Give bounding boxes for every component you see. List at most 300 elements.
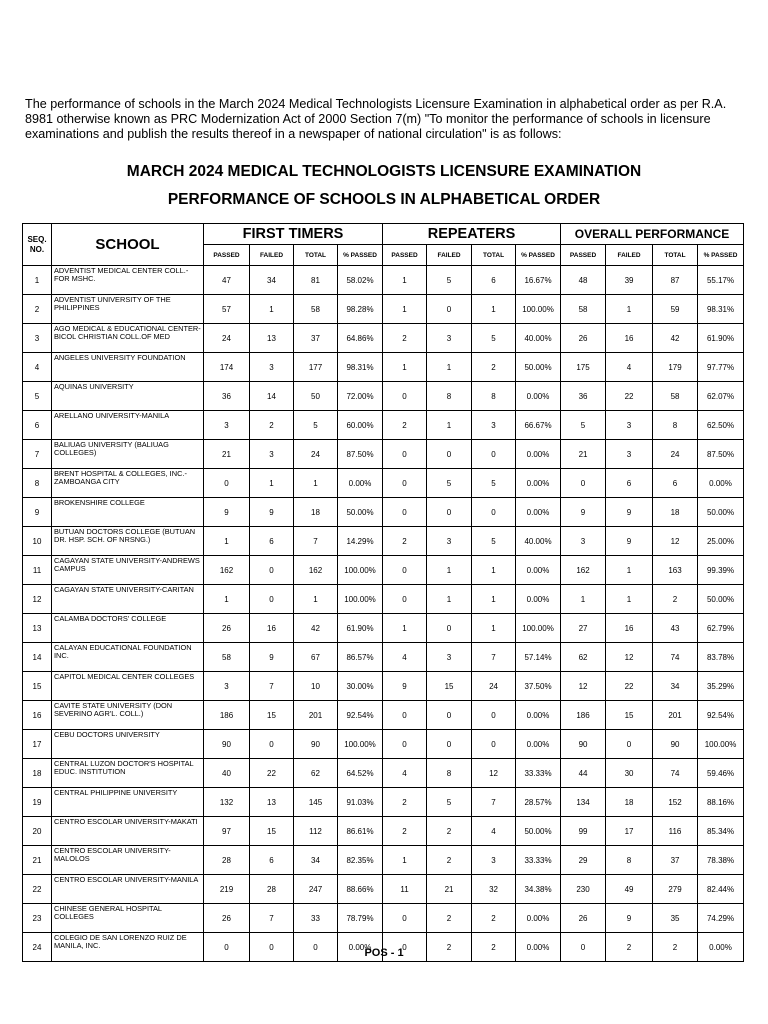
overall-percent-cell: 85.34% [698,817,744,846]
first-timers-percent-cell: 98.31% [338,353,383,382]
first-timers-total-cell: 34 [294,846,338,875]
overall-percent-cell: 55.17% [698,266,744,295]
first-timers-passed-cell: 219 [204,875,250,904]
repeaters-passed-cell: 1 [383,353,427,382]
overall-failed-cell: 8 [606,846,653,875]
first-timers-total-header: TOTAL [294,245,338,266]
repeaters-passed-cell: 0 [383,469,427,498]
first-timers-failed-cell: 0 [250,730,294,759]
repeaters-percent-cell: 0.00% [516,498,561,527]
first-timers-passed-cell: 24 [204,324,250,353]
overall-percent-cell: 25.00% [698,527,744,556]
first-timers-percent-cell: 0.00% [338,469,383,498]
overall-passed-cell: 9 [561,498,606,527]
repeaters-percent-cell: 57.14% [516,643,561,672]
first-timers-passed-header: PASSED [204,245,250,266]
repeaters-failed-cell: 3 [427,527,472,556]
repeaters-total-cell: 1 [472,585,516,614]
overall-total-cell: 42 [653,324,698,353]
first-timers-percent-cell: 64.52% [338,759,383,788]
overall-passed-cell: 26 [561,904,606,933]
repeaters-percent-cell: 100.00% [516,614,561,643]
table-body [23,266,744,962]
seq-no-cell: 4 [23,353,52,382]
first-timers-failed-cell: 16 [250,614,294,643]
first-timers-passed-cell: 57 [204,295,250,324]
table-row [23,788,744,817]
repeaters-passed-cell: 2 [383,411,427,440]
repeaters-total-cell: 8 [472,382,516,411]
repeaters-failed-cell: 5 [427,469,472,498]
overall-total-cell: 2 [653,933,698,962]
overall-total-cell: 74 [653,759,698,788]
overall-passed-cell: 134 [561,788,606,817]
overall-passed-cell: 5 [561,411,606,440]
repeaters-total-cell: 3 [472,411,516,440]
seq-no-cell: 1 [23,266,52,295]
repeaters-passed-cell: 1 [383,614,427,643]
repeaters-total-cell: 7 [472,788,516,817]
first-timers-header: FIRST TIMERS [204,224,383,245]
repeaters-failed-cell: 0 [427,295,472,324]
first-timers-failed-cell: 0 [250,933,294,962]
overall-total-cell: 201 [653,701,698,730]
school-name-cell: ADVENTIST MEDICAL CENTER COLL.-FOR MSHC. [52,266,204,295]
overall-passed-header: PASSED [561,245,606,266]
first-timers-total-cell: 33 [294,904,338,933]
repeaters-passed-cell: 0 [383,585,427,614]
overall-passed-cell: 48 [561,266,606,295]
school-name-cell: CALAYAN EDUCATIONAL FOUNDATION INC. [52,643,204,672]
school-name-cell: BALIUAG UNIVERSITY (BALIUAG COLLEGES) [52,440,204,469]
seq-no-cell: 16 [23,701,52,730]
school-header: SCHOOL [52,224,204,266]
seq-no-header: SEQ. NO. [23,224,52,266]
overall-percent-cell: 62.50% [698,411,744,440]
first-timers-failed-cell: 22 [250,759,294,788]
repeaters-percent-cell: 37.50% [516,672,561,701]
first-timers-total-cell: 1 [294,469,338,498]
first-timers-total-cell: 37 [294,324,338,353]
first-timers-total-cell: 18 [294,498,338,527]
first-timers-percent-cell: 60.00% [338,411,383,440]
first-timers-failed-cell: 3 [250,353,294,382]
overall-total-cell: 179 [653,353,698,382]
school-name-cell: ARELLANO UNIVERSITY-MANILA [52,411,204,440]
first-timers-percent-cell: 58.02% [338,266,383,295]
first-timers-failed-header: FAILED [250,245,294,266]
repeaters-passed-cell: 2 [383,817,427,846]
school-name-cell: CAPITOL MEDICAL CENTER COLLEGES [52,672,204,701]
seq-no-cell: 19 [23,788,52,817]
repeaters-total-cell: 7 [472,643,516,672]
document-subtitle: PERFORMANCE OF SCHOOLS IN ALPHABETICAL ORDER [167,191,601,208]
first-timers-failed-cell: 14 [250,382,294,411]
repeaters-total-cell: 1 [472,556,516,585]
overall-passed-cell: 162 [561,556,606,585]
first-timers-total-cell: 1 [294,585,338,614]
repeaters-failed-cell: 0 [427,614,472,643]
repeaters-total-header: TOTAL [472,245,516,266]
repeaters-failed-cell: 2 [427,817,472,846]
overall-passed-cell: 21 [561,440,606,469]
first-timers-passed-cell: 0 [204,933,250,962]
table-row [23,469,744,498]
first-timers-total-cell: 7 [294,527,338,556]
repeaters-failed-cell: 1 [427,353,472,382]
first-timers-total-cell: 24 [294,440,338,469]
first-timers-percent-cell: 0.00% [338,933,383,962]
school-name-cell: CEBU DOCTORS UNIVERSITY [52,730,204,759]
repeaters-total-cell: 0 [472,440,516,469]
repeaters-failed-cell: 21 [427,875,472,904]
overall-passed-cell: 175 [561,353,606,382]
overall-percent-cell: 62.79% [698,614,744,643]
overall-failed-header: FAILED [606,245,653,266]
repeaters-passed-cell: 0 [383,498,427,527]
repeaters-failed-cell: 1 [427,585,472,614]
overall-percent-cell: 50.00% [698,498,744,527]
overall-total-cell: 152 [653,788,698,817]
overall-failed-cell: 3 [606,440,653,469]
first-timers-total-cell: 81 [294,266,338,295]
overall-failed-cell: 18 [606,788,653,817]
repeaters-percent-cell: 0.00% [516,556,561,585]
table-row [23,556,744,585]
first-timers-failed-cell: 1 [250,295,294,324]
seq-no-cell: 7 [23,440,52,469]
first-timers-total-cell: 5 [294,411,338,440]
repeaters-total-cell: 32 [472,875,516,904]
first-timers-failed-cell: 3 [250,440,294,469]
first-timers-total-cell: 247 [294,875,338,904]
overall-passed-cell: 3 [561,527,606,556]
first-timers-failed-cell: 2 [250,411,294,440]
repeaters-failed-cell: 1 [427,411,472,440]
table-row [23,527,744,556]
school-name-cell: CAGAYAN STATE UNIVERSITY-ANDREWS CAMPUS [52,556,204,585]
seq-no-cell: 9 [23,498,52,527]
overall-total-cell: 163 [653,556,698,585]
repeaters-passed-cell: 4 [383,643,427,672]
overall-passed-cell: 62 [561,643,606,672]
overall-total-cell: 87 [653,266,698,295]
first-timers-total-cell: 177 [294,353,338,382]
overall-percent-cell: 78.38% [698,846,744,875]
overall-percent-cell: 0.00% [698,469,744,498]
overall-total-cell: 74 [653,643,698,672]
overall-percent-cell: 61.90% [698,324,744,353]
overall-failed-cell: 9 [606,527,653,556]
first-timers-failed-cell: 34 [250,266,294,295]
repeaters-total-cell: 12 [472,759,516,788]
overall-percent-cell: 0.00% [698,933,744,962]
school-name-cell: COLEGIO DE SAN LORENZO RUIZ DE MANILA, INC. [52,933,204,962]
school-name-cell: CAGAYAN STATE UNIVERSITY-CARITAN [52,585,204,614]
repeaters-total-cell: 5 [472,527,516,556]
document-title: MARCH 2024 MEDICAL TECHNOLOGISTS LICENSURE EXAMINATION [126,163,642,180]
overall-failed-cell: 22 [606,672,653,701]
overall-passed-cell: 26 [561,324,606,353]
seq-no-cell: 18 [23,759,52,788]
first-timers-passed-cell: 28 [204,846,250,875]
overall-percent-cell: 82.44% [698,875,744,904]
seq-no-cell: 10 [23,527,52,556]
school-name-cell: CAVITE STATE UNIVERSITY (DON SEVERINO AGR'L. COLL.) [52,701,204,730]
overall-failed-cell: 49 [606,875,653,904]
first-timers-percent-cell: 78.79% [338,904,383,933]
overall-percent-cell: 92.54% [698,701,744,730]
overall-total-cell: 58 [653,382,698,411]
overall-failed-cell: 0 [606,730,653,759]
seq-no-cell: 6 [23,411,52,440]
first-timers-percent-cell: 61.90% [338,614,383,643]
repeaters-passed-cell: 0 [383,904,427,933]
repeaters-percent-cell: 0.00% [516,469,561,498]
overall-failed-cell: 16 [606,324,653,353]
overall-passed-cell: 36 [561,382,606,411]
repeaters-failed-cell: 3 [427,643,472,672]
repeaters-failed-cell: 5 [427,266,472,295]
school-name-cell: CENTRAL LUZON DOCTOR'S HOSPITAL EDUC. INSTITUTION [52,759,204,788]
first-timers-percent-cell: 92.54% [338,701,383,730]
repeaters-total-cell: 4 [472,817,516,846]
repeaters-total-cell: 0 [472,498,516,527]
overall-passed-cell: 230 [561,875,606,904]
first-timers-percent-cell: 14.29% [338,527,383,556]
repeaters-failed-cell: 5 [427,788,472,817]
table-row [23,846,744,875]
repeaters-passed-cell: 0 [383,701,427,730]
overall-percent-header: % PASSED [698,245,744,266]
overall-passed-cell: 1 [561,585,606,614]
repeaters-percent-cell: 40.00% [516,527,561,556]
overall-failed-cell: 30 [606,759,653,788]
repeaters-total-cell: 3 [472,846,516,875]
school-name-cell: CENTRO ESCOLAR UNIVERSITY-MANILA [52,875,204,904]
first-timers-failed-cell: 15 [250,701,294,730]
first-timers-percent-cell: 86.61% [338,817,383,846]
repeaters-percent-cell: 100.00% [516,295,561,324]
repeaters-percent-cell: 0.00% [516,904,561,933]
first-timers-failed-cell: 6 [250,527,294,556]
table-row [23,643,744,672]
first-timers-passed-cell: 26 [204,614,250,643]
first-timers-passed-cell: 0 [204,469,250,498]
repeaters-total-cell: 0 [472,730,516,759]
overall-percent-cell: 88.16% [698,788,744,817]
seq-no-cell: 15 [23,672,52,701]
repeaters-percent-cell: 33.33% [516,759,561,788]
repeaters-failed-cell: 0 [427,440,472,469]
table-row [23,730,744,759]
table-row [23,875,744,904]
first-timers-percent-cell: 30.00% [338,672,383,701]
seq-no-cell: 14 [23,643,52,672]
repeaters-passed-header: PASSED [383,245,427,266]
first-timers-failed-cell: 0 [250,585,294,614]
repeaters-percent-cell: 0.00% [516,585,561,614]
first-timers-percent-cell: 88.66% [338,875,383,904]
first-timers-passed-cell: 26 [204,904,250,933]
repeaters-total-cell: 5 [472,469,516,498]
first-timers-percent-cell: 64.86% [338,324,383,353]
repeaters-passed-cell: 1 [383,295,427,324]
intro-paragraph: The performance of schools in the March 2024 Medical Technologists Licensure Examination in alphabetical order as per R.A. 8981 otherwise known as PRC Modernization Act of 2000 Section 7(m) "To monitor the performance of schools in licensure examinations and publish the results thereof in a newspaper of national circulation" is as follows: [25,97,727,141]
first-timers-failed-cell: 13 [250,788,294,817]
repeaters-total-cell: 1 [472,614,516,643]
table-row [23,324,744,353]
first-timers-failed-cell: 0 [250,556,294,585]
first-timers-failed-cell: 9 [250,498,294,527]
overall-percent-cell: 50.00% [698,585,744,614]
first-timers-passed-cell: 36 [204,382,250,411]
page-footer: POS - 1 [364,947,404,959]
table-row [23,353,744,382]
overall-total-cell: 2 [653,585,698,614]
repeaters-percent-cell: 28.57% [516,788,561,817]
first-timers-passed-cell: 174 [204,353,250,382]
first-timers-passed-cell: 186 [204,701,250,730]
seq-no-cell: 11 [23,556,52,585]
school-name-cell: CHINESE GENERAL HOSPITAL COLLEGES [52,904,204,933]
repeaters-total-cell: 0 [472,701,516,730]
overall-total-cell: 6 [653,469,698,498]
overall-percent-cell: 62.07% [698,382,744,411]
seq-no-cell: 17 [23,730,52,759]
overall-passed-cell: 186 [561,701,606,730]
table-row [23,411,744,440]
school-name-cell: CENTRAL PHILIPPINE UNIVERSITY [52,788,204,817]
school-name-cell: BUTUAN DOCTORS COLLEGE (BUTUAN DR. HSP. SCH. OF NRSNG.) [52,527,204,556]
repeaters-failed-cell: 0 [427,701,472,730]
table-row [23,295,744,324]
repeaters-percent-cell: 0.00% [516,440,561,469]
table-row [23,759,744,788]
seq-no-cell: 5 [23,382,52,411]
first-timers-percent-cell: 50.00% [338,498,383,527]
first-timers-passed-cell: 58 [204,643,250,672]
overall-failed-cell: 6 [606,469,653,498]
repeaters-passed-cell: 0 [383,440,427,469]
first-timers-passed-cell: 47 [204,266,250,295]
first-timers-total-cell: 0 [294,933,338,962]
overall-total-cell: 90 [653,730,698,759]
first-timers-total-cell: 50 [294,382,338,411]
overall-passed-cell: 58 [561,295,606,324]
repeaters-percent-cell: 50.00% [516,817,561,846]
overall-failed-cell: 1 [606,585,653,614]
seq-no-cell: 13 [23,614,52,643]
repeaters-percent-cell: 33.33% [516,846,561,875]
repeaters-percent-cell: 66.67% [516,411,561,440]
overall-passed-cell: 0 [561,469,606,498]
overall-percent-cell: 83.78% [698,643,744,672]
first-timers-total-cell: 62 [294,759,338,788]
first-timers-passed-cell: 3 [204,672,250,701]
overall-total-cell: 8 [653,411,698,440]
seq-no-cell: 24 [23,933,52,962]
repeaters-passed-cell: 2 [383,788,427,817]
repeaters-failed-cell: 2 [427,933,472,962]
repeaters-percent-cell: 0.00% [516,933,561,962]
repeaters-passed-cell: 0 [383,556,427,585]
first-timers-passed-cell: 1 [204,527,250,556]
overall-failed-cell: 1 [606,295,653,324]
repeaters-passed-cell: 0 [383,730,427,759]
overall-passed-cell: 29 [561,846,606,875]
overall-passed-cell: 12 [561,672,606,701]
school-name-cell: BROKENSHIRE COLLEGE [52,498,204,527]
repeaters-failed-cell: 2 [427,904,472,933]
repeaters-failed-header: FAILED [427,245,472,266]
overall-total-cell: 43 [653,614,698,643]
overall-percent-cell: 99.39% [698,556,744,585]
first-timers-failed-cell: 9 [250,643,294,672]
first-timers-total-cell: 112 [294,817,338,846]
school-name-cell: CENTRO ESCOLAR UNIVERSITY-MALOLOS [52,846,204,875]
school-name-cell: CALAMBA DOCTORS' COLLEGE [52,614,204,643]
first-timers-total-cell: 201 [294,701,338,730]
repeaters-total-cell: 5 [472,324,516,353]
table-row [23,672,744,701]
overall-total-cell: 35 [653,904,698,933]
repeaters-percent-cell: 0.00% [516,701,561,730]
first-timers-passed-cell: 132 [204,788,250,817]
first-timers-percent-header: % PASSED [338,245,383,266]
overall-failed-cell: 1 [606,556,653,585]
repeaters-passed-cell: 1 [383,846,427,875]
overall-total-header: TOTAL [653,245,698,266]
table-row [23,701,744,730]
table-row [23,585,744,614]
school-name-cell: BRENT HOSPITAL & COLLEGES, INC.-ZAMBOANGA CITY [52,469,204,498]
repeaters-percent-cell: 34.38% [516,875,561,904]
repeaters-failed-cell: 2 [427,846,472,875]
overall-failed-cell: 12 [606,643,653,672]
first-timers-failed-cell: 6 [250,846,294,875]
repeaters-total-cell: 2 [472,933,516,962]
repeaters-total-cell: 24 [472,672,516,701]
seq-no-cell: 23 [23,904,52,933]
first-timers-percent-cell: 98.28% [338,295,383,324]
table-row [23,440,744,469]
seq-no-cell: 20 [23,817,52,846]
first-timers-failed-cell: 1 [250,469,294,498]
overall-total-cell: 116 [653,817,698,846]
overall-passed-cell: 90 [561,730,606,759]
first-timers-failed-cell: 15 [250,817,294,846]
overall-passed-cell: 0 [561,933,606,962]
first-timers-total-cell: 162 [294,556,338,585]
repeaters-failed-cell: 8 [427,382,472,411]
repeaters-failed-cell: 8 [427,759,472,788]
first-timers-total-cell: 145 [294,788,338,817]
school-name-cell: AGO MEDICAL & EDUCATIONAL CENTER-BICOL CHRISTIAN COLL.OF MED [52,324,204,353]
repeaters-total-cell: 6 [472,266,516,295]
repeaters-total-cell: 2 [472,904,516,933]
repeaters-percent-cell: 50.00% [516,353,561,382]
first-timers-failed-cell: 7 [250,904,294,933]
first-timers-failed-cell: 7 [250,672,294,701]
repeaters-percent-cell: 16.67% [516,266,561,295]
table-row [23,382,744,411]
repeaters-passed-cell: 0 [383,382,427,411]
first-timers-total-cell: 58 [294,295,338,324]
first-timers-failed-cell: 13 [250,324,294,353]
overall-total-cell: 12 [653,527,698,556]
overall-passed-cell: 27 [561,614,606,643]
